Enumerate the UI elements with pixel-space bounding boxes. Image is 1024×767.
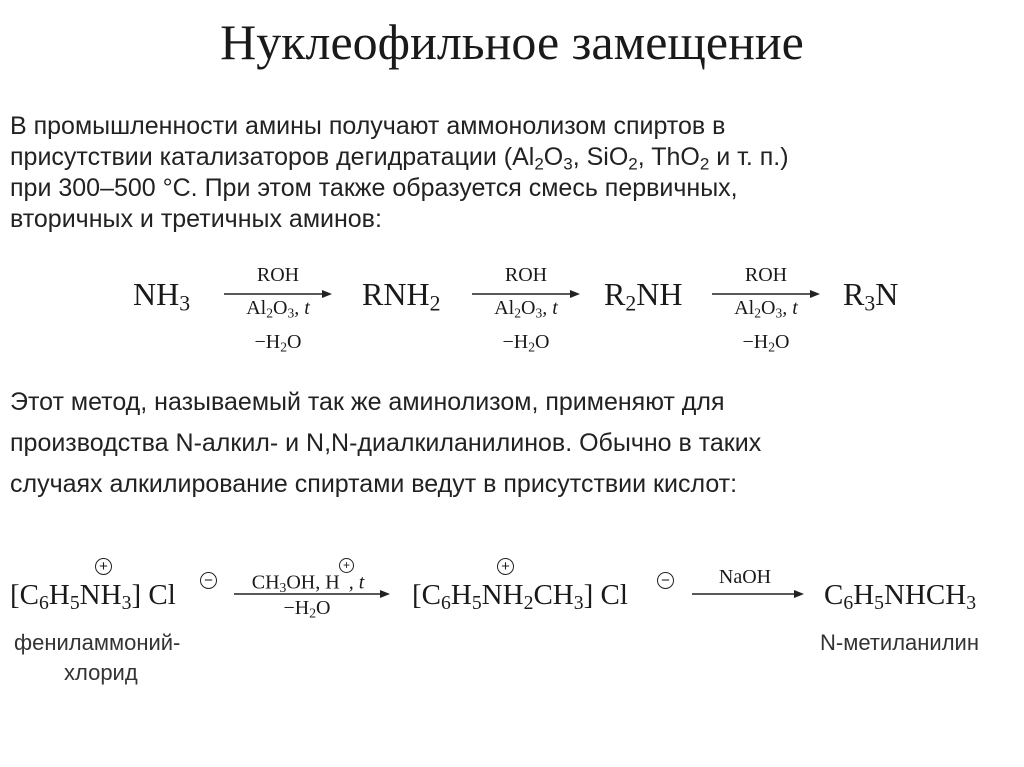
- scheme2-arrow1-byproduct: $-H_2O$: [283, 597, 331, 621]
- method-line-2: производства N-алкил- и N,N-диалкиланилинов. Обычно в таких: [10, 429, 762, 457]
- intro-line-1: В промышленности амины получают аммонолизом спиртов в: [10, 112, 726, 140]
- plus-charge-icon: +: [497, 558, 514, 575]
- arrow3-byproduct: $-H_2O$: [742, 331, 790, 355]
- scheme2-arrow2-reagent: NaOH: [718, 566, 772, 588]
- method-line-1: Этот метод, называемый так же аминолизом, применяют для: [10, 388, 725, 416]
- species-r3n: $R_3N$: [843, 276, 899, 316]
- method-paragraph: [10, 382, 1000, 505]
- minus-charge-icon: −: [657, 572, 674, 589]
- reactant-salt: $[C_6H_5NH_3]$ Cl: [10, 579, 176, 614]
- minus-charge-icon: −: [200, 572, 217, 589]
- reactant-label: фениламмоний- хлорид: [14, 630, 181, 685]
- intermediate-salt: $[C_6H_5NH_2CH_3]$ Cl: [412, 579, 628, 614]
- arrow1-reagent: ROH: [256, 264, 300, 286]
- arrow1-byproduct: $-H_2O$: [254, 331, 302, 355]
- reaction-arrow-5: [690, 588, 806, 600]
- intro-line-4: вторичных и третичных аминов:: [10, 205, 382, 233]
- arrow1-catalyst: $Al_2O_3$, t: [246, 297, 310, 321]
- arrow2-byproduct: $-H_2O$: [502, 331, 550, 355]
- scheme2-arrow1-reagent: $CH_3OH$, H , t: [251, 571, 365, 596]
- species-nh3: $NH_3$: [133, 276, 191, 316]
- intro-line-3: при 300–500 °C. При этом также образуется смесь первичных,: [10, 174, 738, 202]
- plus-charge-icon: +: [95, 558, 112, 575]
- intro-line-2: присутствии катализаторов дегидратации ($Al_2O_3$, SiO$_2$, ThO$_2$ и т. п.): [10, 143, 789, 174]
- product-n-methylaniline: $C_6H_5NHCH_3$: [824, 579, 977, 614]
- arrow3-reagent: ROH: [744, 264, 788, 286]
- arrow3-catalyst: $Al_2O_3$, t: [734, 297, 798, 321]
- arrow2-catalyst: $Al_2O_3$, t: [494, 297, 558, 321]
- product-label: N-метиланилин: [820, 630, 979, 655]
- arrow2-reagent: ROH: [504, 264, 548, 286]
- slide-title: Нуклеофильное замещение: [220, 14, 804, 70]
- plus-charge-icon: +: [339, 558, 354, 573]
- species-rnh2: $RNH_2$: [362, 276, 441, 316]
- method-line-3: случаях алкилирование спиртами ведут в присутствии кислот:: [10, 470, 738, 498]
- species-r2nh: $R_2NH$: [604, 276, 683, 316]
- intro-paragraph: [10, 111, 1000, 235]
